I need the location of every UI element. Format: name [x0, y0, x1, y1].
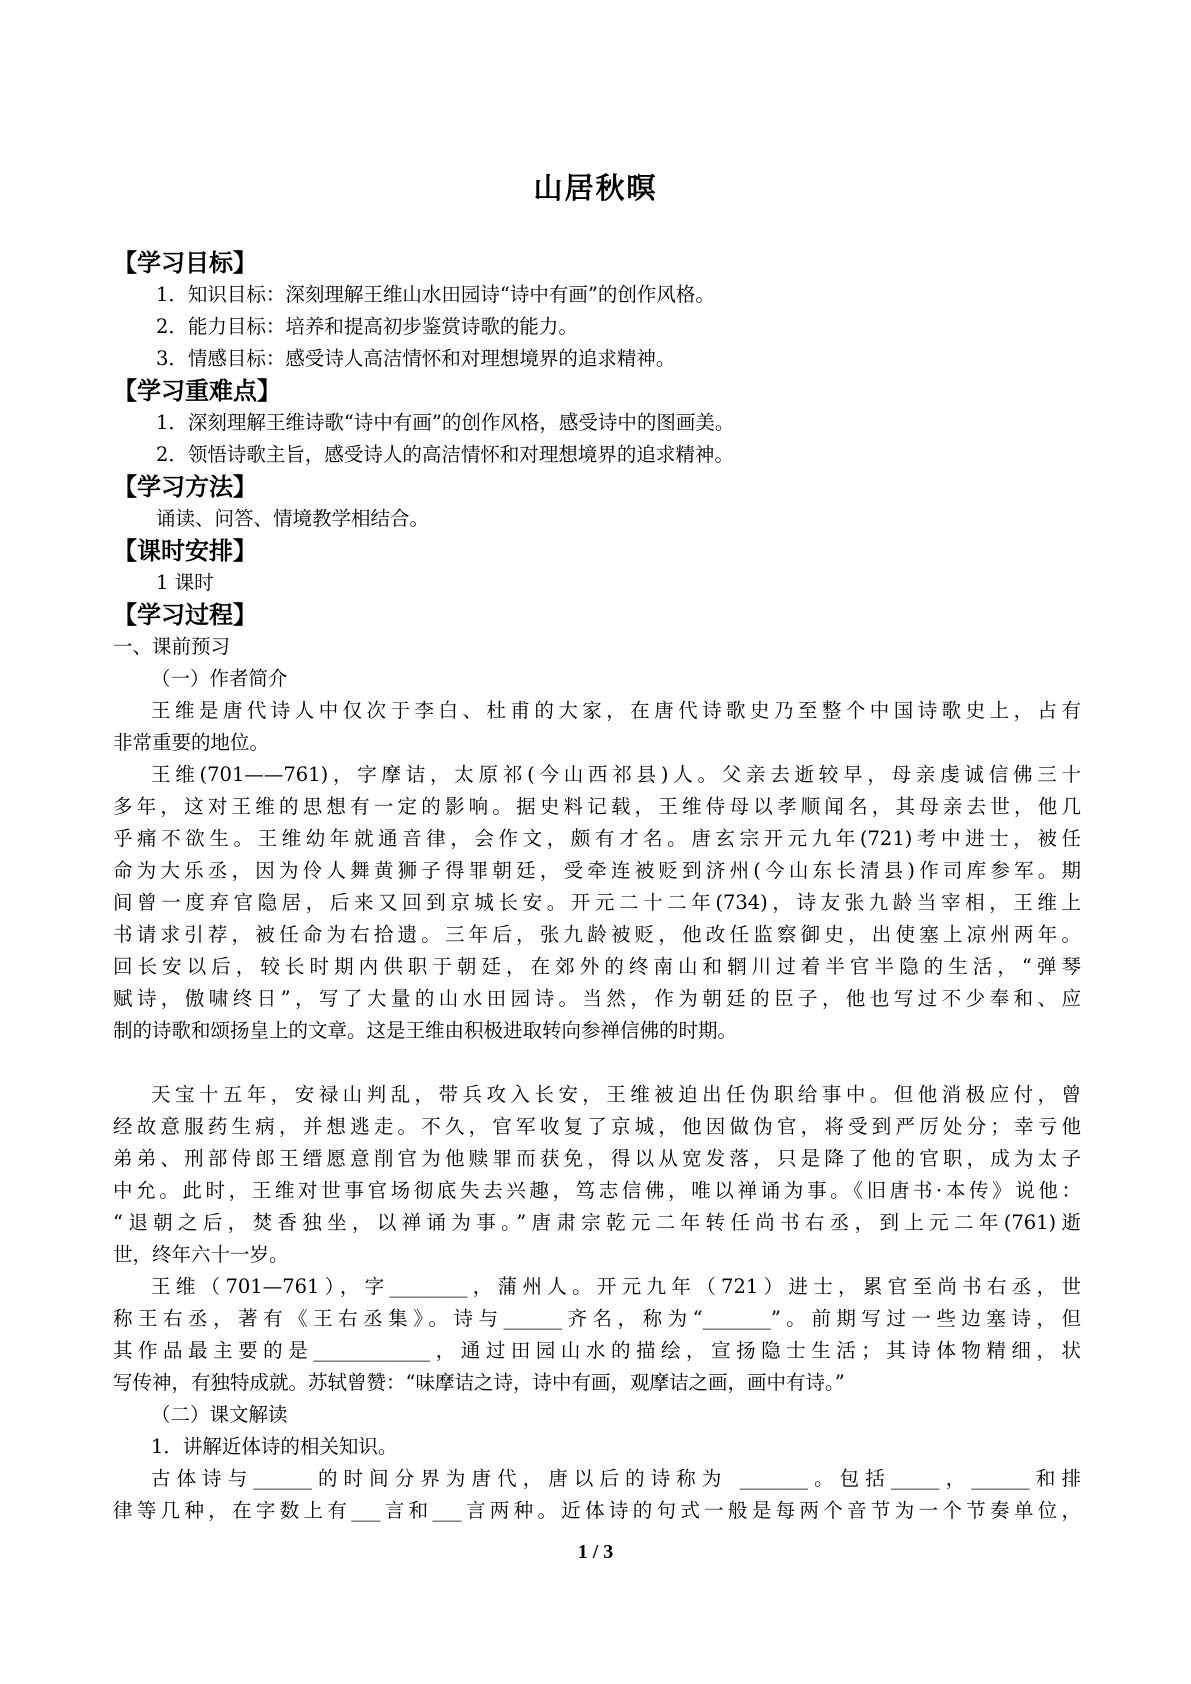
page-title: 山居秋暝: [533, 171, 658, 205]
section-heading-key-points: 【学习重难点】: [113, 377, 281, 405]
paragraph-intro: [113, 695, 1081, 759]
paragraph-fill-in-poetry: [113, 1463, 1081, 1527]
part-heading: 一、课前预习: [113, 635, 231, 658]
section-heading-method: 【学习方法】: [113, 473, 257, 501]
method-text: 诵读、问答、情境教学相结合。: [156, 507, 430, 530]
paragraph-line: 古体诗与______的时间分界为唐代，唐以后的诗称为 _______。包括_____，______和排: [151, 1467, 1081, 1490]
paragraph-line: 称王右丞，著有《王右丞集》。诗与______齐名，称为“_______”。前期写过一些边塞诗，但: [113, 1307, 1081, 1330]
paragraph-line: 律等几种，在字数上有___言和___言两种。近体诗的句式一般是每两个音节为一个节奏单位，: [113, 1499, 1081, 1522]
page-number: 1 / 3: [577, 1541, 614, 1563]
paragraph-line: 乎痛不欲生。王维幼年就通音律，会作文，颇有才名。唐玄宗开元九年(721)考中进士，被任: [113, 827, 1081, 850]
paragraph-fill-in-author: [113, 1271, 1081, 1399]
paragraph-line: 书请求引荐，被任命为右拾遗。三年后，张九龄被贬，他改任监察御史，出使塞上凉州两年。: [113, 923, 1081, 946]
paragraph-line: 王维是唐代诗人中仅次于李白、杜甫的大家，在唐代诗歌史乃至整个中国诗歌史上，占有: [151, 699, 1081, 722]
paragraph-line: 中允。此时，王维对世事官场彻底失去兴趣，笃志信佛，唯以禅诵为事。《旧唐书·本传》说他：: [113, 1179, 1081, 1202]
paragraph-line: 多年，这对王维的思想有一定的影响。据史料记载，王维侍母以孝顺闻名，其母亲去世，他几: [113, 795, 1081, 818]
paragraph-line: “退朝之后，焚香独坐，以禅诵为事。”唐肃宗乾元二年转任尚书右丞，到上元二年(761)逝: [113, 1211, 1081, 1234]
paragraph-line: 经故意服药生病，并想逃走。不久，官军收复了京城，他因做伪官，将受到严厉处分；幸亏他: [113, 1115, 1081, 1138]
key-point-item: 2．领悟诗歌主旨，感受诗人的高洁情怀和对理想境界的追求精神。: [156, 443, 734, 466]
paragraph-later-life: [113, 1079, 1081, 1271]
paragraph-line: 间曾一度弃官隐居，后来又回到京城长安。开元二十二年(734)，诗友张九龄当宰相，王维上: [113, 891, 1081, 914]
paragraph-line: 非常重要的地位。: [113, 731, 270, 754]
section-heading-goals: 【学习目标】: [113, 249, 257, 277]
goal-item: 3．情感目标：感受诗人高洁情怀和对理想境界的追求精神。: [156, 347, 676, 370]
section-heading-schedule: 【课时安排】: [113, 537, 257, 565]
paragraph-line: 赋诗，傲啸终日”，写了大量的山水田园诗。当然，作为朝廷的臣子，他也写过不少奉和、应: [113, 987, 1081, 1010]
paragraph-line: 写传神，有独特成就。苏轼曾赞：“味摩诘之诗，诗中有画，观摩诘之画，画中有诗。”: [113, 1371, 845, 1394]
paragraph-line: 王维(701——761)，字摩诘，太原祁(今山西祁县)人。父亲去逝较早，母亲虔诚信佛三十: [151, 763, 1081, 786]
numbered-item: 1．讲解近体诗的相关知识。: [151, 1435, 398, 1458]
paragraph-line: 回长安以后，较长时期内供职于朝廷，在郊外的终南山和辋川过着半官半隐的生活，“弹琴: [113, 955, 1081, 978]
schedule-text: 1 课时: [156, 571, 214, 594]
goal-item: 1．知识目标：深刻理解王维山水田园诗“诗中有画”的创作风格。: [156, 283, 715, 306]
paragraph-line: 王维（701—761），字________，蒲州人。开元九年（721）进士，累官至尚书右丞，世: [151, 1275, 1081, 1298]
section-heading-process: 【学习过程】: [113, 601, 257, 629]
document-body: [113, 247, 1081, 1527]
paragraph-line: 制的诗歌和颂扬皇上的文章。这是王维由积极进取转向参禅信佛的时期。: [113, 1019, 738, 1042]
paragraph-line: 天宝十五年，安禄山判乱，带兵攻入长安，王维被迫出任伪职给事中。但他消极应付，曾: [151, 1083, 1081, 1106]
key-point-item: 1．深刻理解王维诗歌“诗中有画”的创作风格，感受诗中的图画美。: [156, 411, 735, 434]
sub-heading-author: （一）作者简介: [151, 667, 288, 690]
goal-item: 2．能力目标：培养和提高初步鉴赏诗歌的能力。: [156, 315, 578, 338]
paragraph-line: 命为大乐丞，因为伶人舞黄狮子得罪朝廷，受牵连被贬到济州(今山东长清县)作司库参军。期: [113, 859, 1081, 882]
spacer: [113, 1047, 1081, 1079]
paragraph-biography: [113, 759, 1081, 1047]
paragraph-line: 其作品最主要的是____________，通过田园山水的描绘，宣扬隐士生活；其诗体物精细，状: [113, 1339, 1081, 1362]
sub-heading-text-reading: （二）课文解读: [151, 1403, 288, 1426]
paragraph-line: 弟弟、刑部侍郎王缙愿意削官为他赎罪而获免，得以从宽发落，只是降了他的官职，成为太子: [113, 1147, 1081, 1170]
paragraph-line: 世，终年六十一岁。: [113, 1243, 289, 1266]
